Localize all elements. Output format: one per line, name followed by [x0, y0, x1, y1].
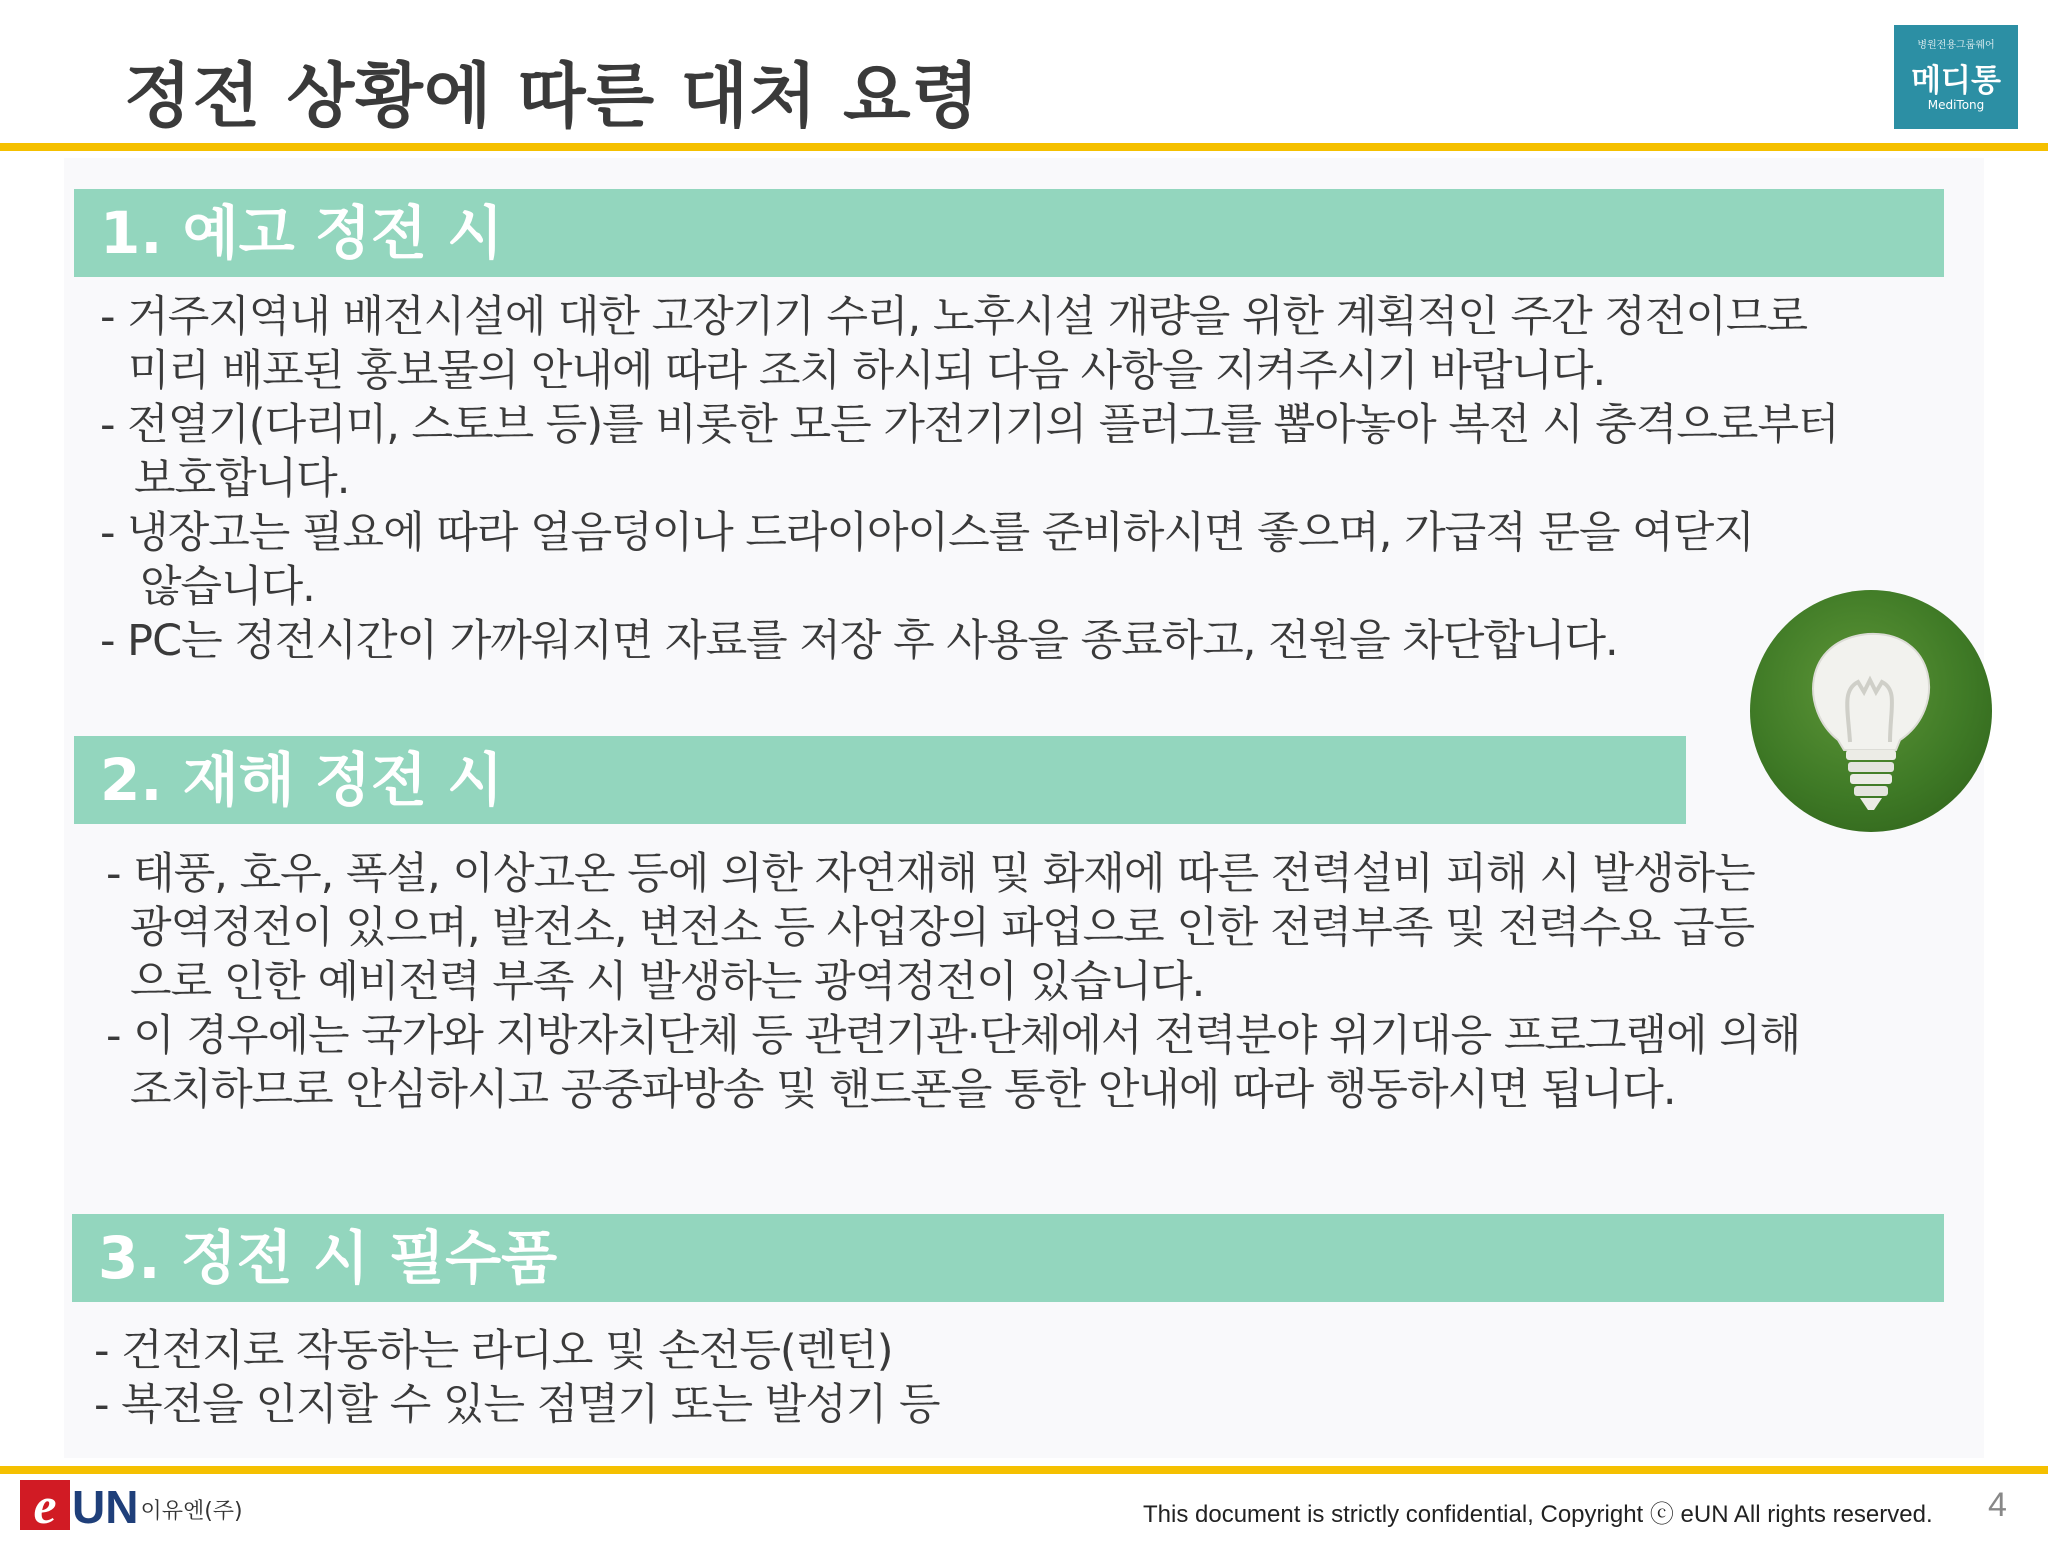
section-2-line-4: - 이 경우에는 국가와 지방자치단체 등 관련기관·단체에서 전력분야 위기대응 프로그램에 의해 — [106, 1011, 1801, 1061]
eun-logo-name: UN — [72, 1481, 139, 1533]
eun-logo — [20, 1478, 243, 1535]
section-2-line-5: 조치하므로 안심하시고 공중파방송 및 핸드폰을 통한 안내에 따라 행동하시면 됩니다. — [130, 1065, 1676, 1115]
logo-name: 메디통 — [1911, 63, 2001, 99]
section-1-line-2: 미리 배포된 홍보물의 안내에 따라 조치 하시되 다음 사항을 지켜주시기 바랍니다. — [128, 346, 1606, 396]
meditong-logo — [1894, 25, 2018, 129]
section-3-line-1: - 건전지로 작동하는 라디오 및 손전등(렌턴) — [94, 1326, 893, 1376]
section-1-line-6: 않습니다. — [140, 562, 315, 612]
section-1-line-3: - 전열기(다리미, 스토브 등)를 비롯한 모든 가전기기의 플러그를 뽑아놓아 복전 시 충격으로부터 — [100, 400, 1839, 450]
logo-english-name: MediTong — [1927, 98, 1985, 112]
page-title: 정전 상황에 따른 대처 요령 — [124, 55, 981, 137]
section-3-heading: 3. 정전 시 필수품 — [72, 1214, 1944, 1302]
section-1-line-7: - PC는 정전시간이 가까워지면 자료를 저장 후 사용을 종료하고, 전원을 차단합니다. — [100, 616, 1618, 666]
section-2-heading: 2. 재해 정전 시 — [74, 736, 1686, 824]
page-number: 4 — [1988, 1486, 2007, 1524]
section-2-line-1: - 태풍, 호우, 폭설, 이상고온 등에 의한 자연재해 및 화재에 따른 전력설비 피해 시 발생하는 — [106, 849, 1755, 899]
footer-divider — [0, 1466, 2048, 1474]
section-2-line-2: 광역정전이 있으며, 발전소, 변전소 등 사업장의 파업으로 인한 전력부족 및 전력수요 급등 — [130, 903, 1755, 953]
section-1-heading: 1. 예고 정전 시 — [74, 189, 1944, 277]
eun-logo-mark: e — [20, 1480, 70, 1530]
confidentiality-note: This document is strictly confidential, Copyright ⓒ eUN All rights reserved. — [1143, 1501, 1933, 1528]
light-bulb-image — [1750, 590, 1992, 832]
light-bulb-icon — [1750, 590, 1992, 832]
section-1-line-5: - 냉장고는 필요에 따라 얼음덩이나 드라이아이스를 준비하시면 좋으며, 가급적 문을 여닫지 — [100, 508, 1754, 558]
section-3-line-2: - 복전을 인지할 수 있는 점멸기 또는 발성기 등 — [94, 1380, 940, 1430]
section-2-line-3: 으로 인한 예비전력 부족 시 발생하는 광역정전이 있습니다. — [130, 957, 1205, 1007]
section-1-line-4: 보호합니다. — [134, 454, 350, 504]
section-1-line-1: - 거주지역내 배전시설에 대한 고장기기 수리, 노후시설 개량을 위한 계획적인 주간 정전이므로 — [100, 292, 1807, 342]
eun-logo-korean: 이유엔(주) — [140, 1499, 243, 1524]
logo-subtitle: 병원전용그룹웨어 — [1917, 40, 1995, 51]
header-divider — [0, 143, 2048, 151]
